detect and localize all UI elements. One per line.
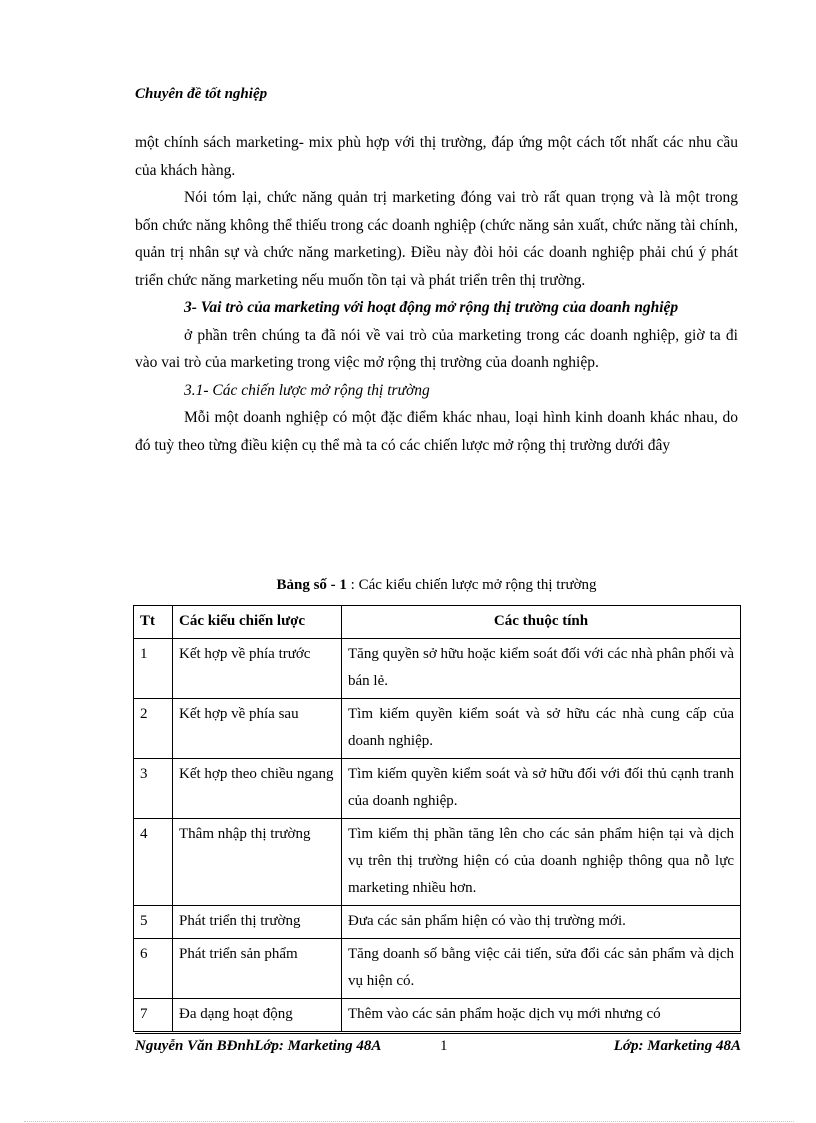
strategy-table [133, 605, 741, 1032]
header-tt: Tt [134, 606, 173, 639]
page-bottom-dotted-rule [24, 1121, 794, 1122]
cell-attribute: Tăng quyền sở hữu hoặc kiểm soát đối với các nhà phân phối và bán lẻ. [342, 639, 741, 699]
paragraph-continuation: một chính sách marketing- mix phù hợp với thị trường, đáp ứng một cách tốt nhất các nhu cầu của khách hàng. [135, 134, 738, 179]
header-strategy-type: Các kiểu chiến lược [173, 606, 342, 639]
table-caption-label: Bảng số - 1 [276, 577, 347, 593]
page-header-title: Chuyên đề tốt nghiệp [135, 86, 268, 102]
cell-index: 3 [134, 759, 173, 819]
cell-index: 2 [134, 699, 173, 759]
cell-strategy: Đa dạng hoạt động [173, 999, 342, 1032]
cell-strategy: Thâm nhập thị trường [173, 819, 342, 906]
subsection-heading-3-1: 3.1- Các chiến lược mở rộng thị trường [184, 381, 430, 399]
cell-index: 7 [134, 999, 173, 1032]
table-row [134, 819, 741, 906]
footer-author-class: Nguyễn Văn BĐnhLớp: Marketing 48A [135, 1038, 382, 1054]
footer-class: Lớp: Marketing 48A [613, 1038, 741, 1054]
cell-attribute: Thêm vào các sản phẩm hoặc dịch vụ mới nhưng có [342, 999, 741, 1032]
document-body [135, 129, 738, 459]
table-row [134, 759, 741, 819]
cell-attribute: Tăng doanh số bằng việc cải tiến, sửa đổi các sản phẩm và dịch vụ hiện có. [342, 939, 741, 999]
table-row [134, 999, 741, 1032]
table-row [134, 639, 741, 699]
table-row [134, 699, 741, 759]
cell-attribute: Đưa các sản phẩm hiện có vào thị trường mới. [342, 906, 741, 939]
cell-strategy: Phát triển sản phẩm [173, 939, 342, 999]
header-attributes: Các thuộc tính [342, 606, 741, 639]
table-row [134, 906, 741, 939]
cell-strategy: Phát triển thị trường [173, 906, 342, 939]
cell-attribute: Tìm kiếm thị phần tăng lên cho các sản phẩm hiện tại và dịch vụ trên thị trường hiện có của doanh nghiệp thông qua nỗ lực marketing nhiều hơn. [342, 819, 741, 906]
cell-attribute: Tìm kiếm quyền kiểm soát và sở hữu đối với đối thủ cạnh tranh của doanh nghiệp. [342, 759, 741, 819]
cell-index: 6 [134, 939, 173, 999]
page-number: 1 [440, 1038, 448, 1054]
cell-strategy: Kết hợp theo chiều ngang [173, 759, 342, 819]
footer-divider [135, 1033, 741, 1034]
table-caption-text: : Các kiểu chiến lược mở rộng thị trường [346, 577, 597, 593]
paragraph-strategies: Mỗi một doanh nghiệp có một đặc điểm khác nhau, loại hình kinh doanh khác nhau, do đó tuỳ theo từng điều kiện cụ thể mà ta có các chiến lược mở rộng thị trường dưới đây [135, 409, 738, 454]
paragraph-intro: ở phần trên chúng ta đã nói về vai trò của marketing trong các doanh nghiệp, giờ ta đi vào vai trò của marketing trong việc mở rộng thị trường của doanh nghiệp. [135, 326, 738, 371]
cell-attribute: Tìm kiếm quyền kiểm soát và sở hữu các nhà cung cấp của doanh nghiệp. [342, 699, 741, 759]
paragraph-summary: Nói tóm lại, chức năng quản trị marketing đóng vai trò rất quan trọng và là một trong bốn chức năng không thể thiếu trong các doanh nghiệp (chức năng sản xuất, chức năng tài chính, quản trị nhân sự và chức năng marketing). Điều này đòi hỏi các doanh nghiệp phải chú ý phát triển chức năng marketing nếu muốn tồn tại và phát triển trên thị trường. [135, 189, 738, 289]
table-header-row [134, 606, 741, 639]
section-heading-3: 3- Vai trò của marketing với hoạt động mở rộng thị trường của doanh nghiệp [184, 299, 679, 316]
table-caption [135, 577, 738, 594]
cell-strategy: Kết hợp về phía sau [173, 699, 342, 759]
cell-index: 1 [134, 639, 173, 699]
cell-index: 4 [134, 819, 173, 906]
table-row [134, 939, 741, 999]
cell-strategy: Kết hợp về phía trước [173, 639, 342, 699]
cell-index: 5 [134, 906, 173, 939]
